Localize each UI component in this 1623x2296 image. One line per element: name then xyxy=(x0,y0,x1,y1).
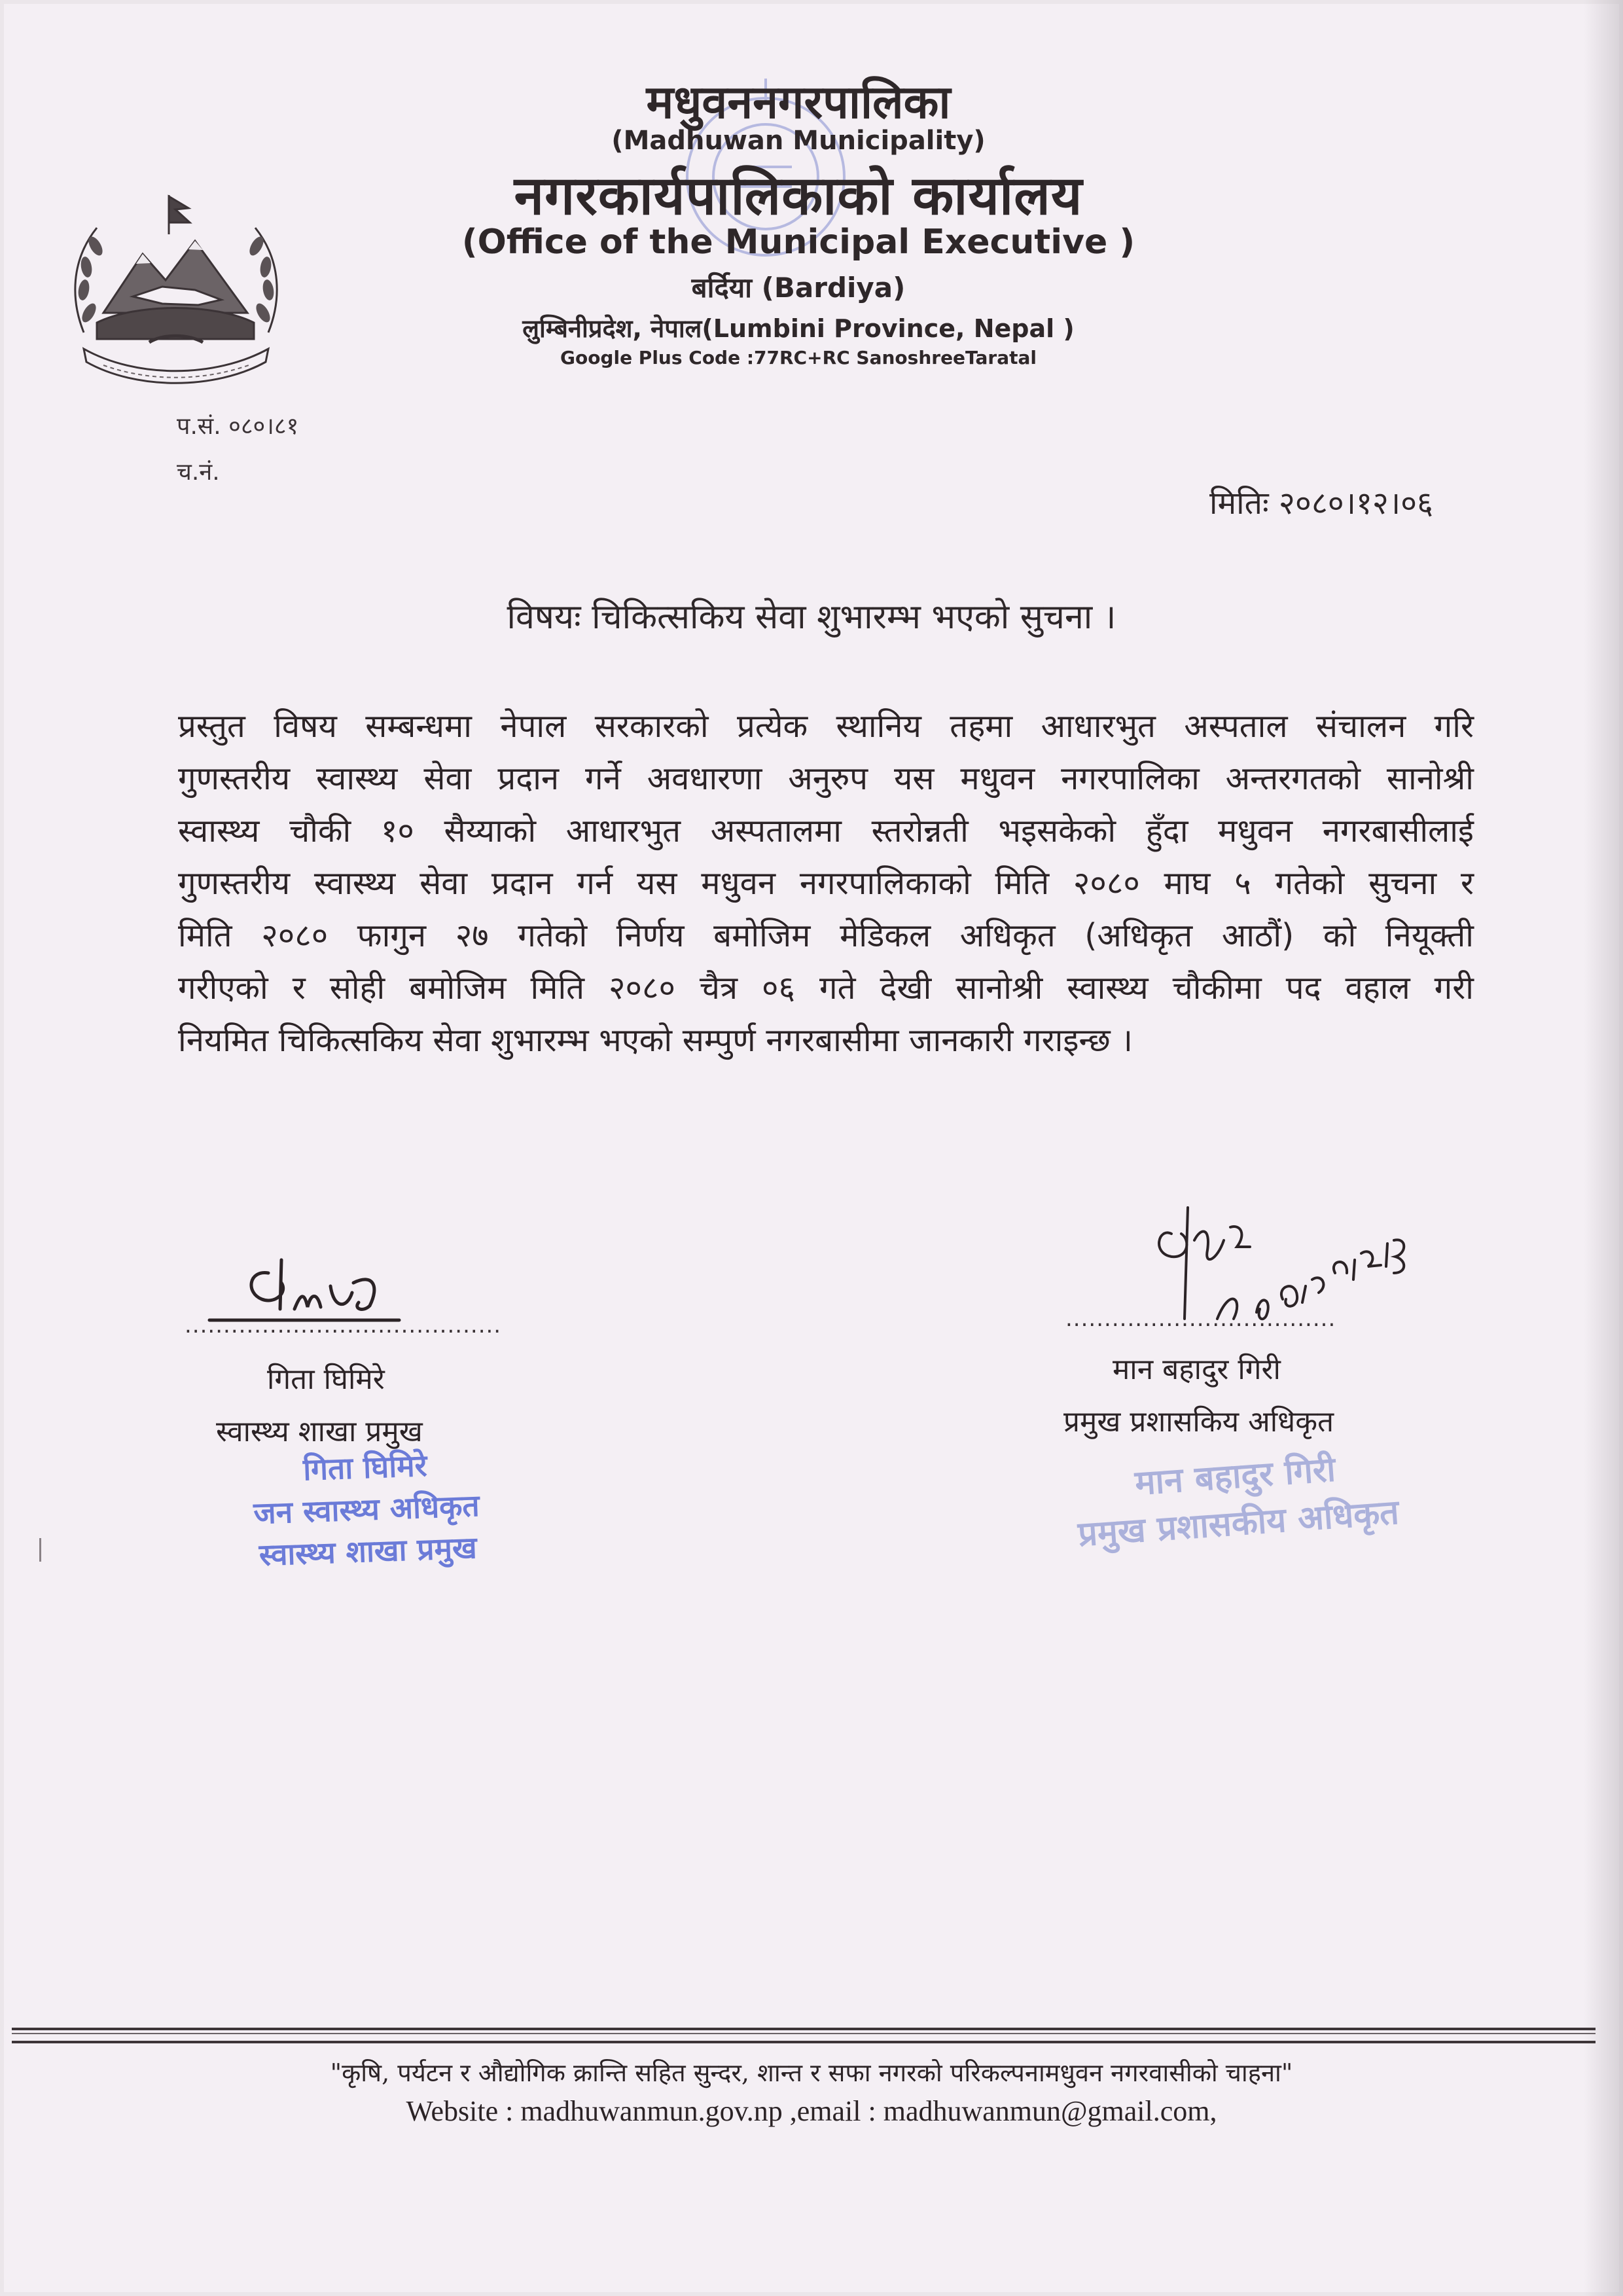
letter-date: मितिः २०८०।१२।०६ xyxy=(1209,485,1433,522)
municipality-name-english: (Madhuwan Municipality) xyxy=(611,126,986,156)
footer-motto: "कृषि, पर्यटन र औद्योगिक क्रान्ति सहित सुन्दर, शान्त र सफा नगरको परिकल्पनामधुवन नगरवासीको चाहना" xyxy=(330,2058,1293,2087)
body-line: नियमित चिकित्सकिय सेवा शुभारम्भ भएको सम्पुर्ण नगरबासीमा जानकारी गराइन्छ । xyxy=(178,1022,1133,1059)
body-line: गरीएको र सोही बमोजिम मिति २०८० चैत्र ०६ गते देखी सानोश्री स्वास्थ्य चौकीमा पद वहाल गरी xyxy=(178,969,1474,1007)
office-name-english: (Office of the Municipal Executive ) xyxy=(461,223,1135,262)
nepal-government-emblem-icon xyxy=(58,182,294,391)
letter-subject: विषयः चिकित्सकिय सेवा शुभारम्भ भएको सुचना । xyxy=(507,598,1116,637)
body-line: गुणस्तरीय स्वास्थ्य सेवा प्रदान गर्न यस मधुवन नगरपालिकाको मिति २०८० माघ ५ गतेको सुचना र xyxy=(178,865,1474,902)
stamp-line: स्वास्थ्य शाखा प्रमुख xyxy=(258,1530,478,1573)
body-line: गुणस्तरीय स्वास्थ्य सेवा प्रदान गर्ने अवधारणा अनुरुप यस मधुवन नगरपालिका अन्तरगतको सानोश्री xyxy=(178,760,1474,797)
scan-shadow xyxy=(1584,0,1623,2296)
stamp-line: गिता घिमिरे xyxy=(302,1447,428,1488)
right-official-stamp xyxy=(1038,1439,1436,1561)
body-line: मिति २०८० फागुन २७ गतेको निर्णय बमोजिम मेडिकल अधिकृत (अधिकृत आठौं) को नियूक्ती xyxy=(178,917,1474,954)
letter-reference-number: प.सं. ०८०।८१ xyxy=(177,413,299,440)
left-signatory-name: गिता घिमिरे xyxy=(267,1363,385,1396)
body-line: प्रस्तुत विषय सम्बन्धमा नेपाल सरकारको प्रत्येक स्थानिय तहमा आधारभुत अस्पताल संचालन गरि xyxy=(178,708,1474,745)
left-signatory-title: स्वास्थ्य शाखा प्रमुख xyxy=(216,1415,423,1448)
district-name: बर्दिया (Bardiya) xyxy=(691,272,906,304)
office-name-nepali: नगरकार्यपालिकाको कार्यालय xyxy=(514,165,1083,227)
plus-code: Google Plus Code :77RC+RC SanoshreeTaratal xyxy=(560,347,1037,368)
right-signatory-title: प्रमुख प्रशासकिय अधिकृत xyxy=(1063,1405,1334,1439)
stamp-line: प्रमुख प्रशासकीय अधिकृत xyxy=(1077,1492,1400,1554)
province-name: लुम्बिनीप्रदेश, नेपाल(Lumbini Province, Nepal ) xyxy=(522,314,1075,343)
body-line: स्वास्थ्य चौकी १० सैय्याको आधारभुत अस्पतालमा स्तरोन्नती भइसकेको हुँदा मधुवन नगरबासीलाई xyxy=(178,812,1474,850)
letter-body xyxy=(178,700,1474,1067)
municipality-name-nepali: मधुवननगरपालिका xyxy=(646,75,951,129)
stamp-line: मान बहादुर गिरी xyxy=(1133,1450,1337,1503)
scan-mark xyxy=(39,1538,41,1562)
footer-divider xyxy=(12,2028,1596,2043)
footer-contact: Website : madhuwanmun.gov.np ,email : madhuwanmun@gmail.com, xyxy=(406,2095,1217,2127)
right-signatory-name: मान बहादुर गिरी xyxy=(1113,1353,1281,1386)
left-official-stamp xyxy=(234,1442,499,1577)
signature-line-left: ......................................... xyxy=(185,1312,502,1338)
signature-line-right: ................................... xyxy=(1065,1306,1336,1332)
stamp-line: जन स्वास्थ्य अधिकृत xyxy=(253,1487,480,1532)
dispatch-number: च.नं. xyxy=(177,459,220,486)
